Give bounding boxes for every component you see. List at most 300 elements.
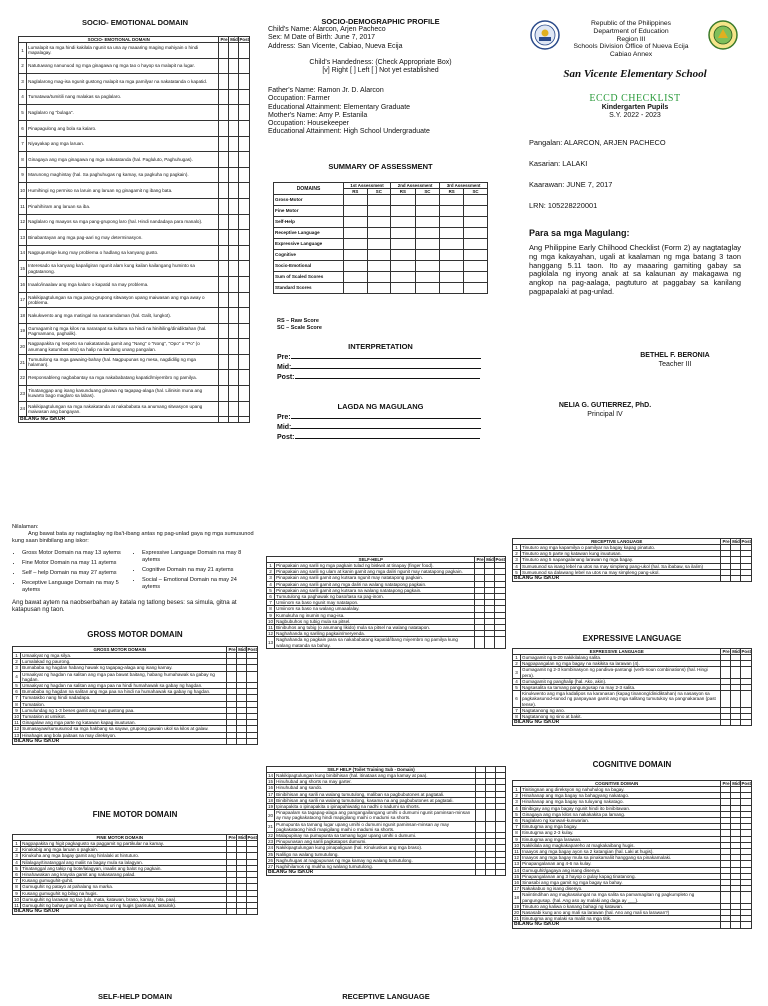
item-number: 4: [13, 671, 21, 682]
item-number: 10: [514, 842, 520, 848]
score-cell-post[interactable]: [239, 214, 250, 230]
item-text: Malapupinay na pumupunta sa tamang lugar upang umihi o dumumi.: [275, 833, 476, 839]
teacher-signature: [600, 352, 750, 369]
score-cell-post[interactable]: [239, 198, 250, 214]
table-row: [13, 671, 258, 682]
col-pre: Pre: [228, 835, 236, 840]
item-number: 7: [513, 824, 521, 830]
total-cell[interactable]: [721, 922, 731, 928]
total-cell[interactable]: [741, 922, 752, 928]
table-row: [19, 323, 250, 339]
summary-score-cell[interactable]: [440, 206, 464, 217]
summary-score-cell[interactable]: [344, 272, 368, 283]
score-cell-post[interactable]: [247, 671, 258, 682]
score-cell-pre[interactable]: [219, 136, 229, 152]
summary-score-cell[interactable]: [415, 239, 440, 250]
item-number: 15: [19, 261, 27, 277]
domains-header: DOMAINS: [274, 183, 344, 195]
summary-score-cell[interactable]: [464, 272, 488, 283]
score-cell-mid[interactable]: [229, 245, 239, 261]
item-text: Gumuguhit/gagaya ang isang disenyo.: [521, 867, 721, 873]
summary-score-cell[interactable]: [391, 195, 416, 206]
item-number: 11: [14, 720, 19, 726]
fine-motor-rows: [13, 841, 258, 915]
score-cell-mid[interactable]: [229, 120, 239, 136]
item-number: 8: [19, 152, 27, 168]
summary-score-cell[interactable]: [344, 217, 368, 228]
summary-score-cell[interactable]: [367, 272, 391, 283]
score-cell-mid[interactable]: [229, 74, 239, 90]
total-cell[interactable]: [227, 738, 237, 744]
score-cell-post[interactable]: [239, 74, 250, 90]
score-cell-mid[interactable]: [229, 105, 239, 121]
score-cell-post[interactable]: [496, 821, 506, 832]
score-cell-mid[interactable]: [486, 810, 496, 821]
summary-score-cell[interactable]: [415, 283, 440, 294]
item-number: 8: [13, 884, 21, 890]
score-cell-mid[interactable]: [229, 323, 239, 339]
score-cell-pre[interactable]: [219, 214, 229, 230]
item-text: Umiinom sa baso na walang umaaalalay.: [275, 606, 475, 612]
score-cell-pre[interactable]: [219, 89, 229, 105]
summary-row: [274, 228, 488, 239]
summary-score-cell[interactable]: [464, 206, 488, 217]
score-cell-pre[interactable]: [219, 43, 229, 59]
item-text: Umaakyat ng hagdan na salitan ang mga paa na hindi humahawak sa gabay ng hagdan.: [21, 683, 227, 689]
score-cell-mid[interactable]: [237, 671, 247, 682]
score-cell-post[interactable]: [239, 261, 250, 277]
score-cell-pre[interactable]: [219, 152, 229, 168]
summary-score-cell[interactable]: [344, 206, 368, 217]
total-cell[interactable]: [731, 922, 741, 928]
score-cell-mid[interactable]: [229, 230, 239, 246]
summary-score-cell[interactable]: [415, 195, 440, 206]
interpretation-block: [277, 353, 481, 383]
score-cell-post[interactable]: [741, 892, 752, 903]
interp-mid-line: [291, 368, 481, 369]
legend-sc: SC – Scale Score: [277, 325, 322, 331]
socio-emotional-rows: [19, 43, 250, 423]
summary-score-cell[interactable]: [367, 250, 391, 261]
score-cell-post[interactable]: [239, 401, 250, 417]
score-cell-mid[interactable]: [229, 401, 239, 417]
summary-score-cell[interactable]: [391, 217, 416, 228]
score-cell-mid[interactable]: [229, 198, 239, 214]
item-number: 1: [513, 545, 521, 551]
summary-score-cell[interactable]: [367, 283, 391, 294]
score-cell-mid[interactable]: [229, 58, 239, 74]
score-cell-pre[interactable]: [476, 821, 486, 832]
score-cell-mid[interactable]: [229, 276, 239, 292]
score-cell-pre[interactable]: [721, 667, 731, 678]
score-cell-pre[interactable]: [219, 105, 229, 121]
item-number: 6: [19, 120, 27, 136]
score-cell-pre[interactable]: [219, 276, 229, 292]
summary-score-cell[interactable]: [367, 228, 391, 239]
score-cell-pre[interactable]: [475, 637, 485, 648]
score-cell-post[interactable]: [239, 136, 250, 152]
item-number: 20: [267, 810, 275, 821]
summary-score-cell[interactable]: [344, 261, 368, 272]
score-cell-pre[interactable]: [721, 691, 731, 708]
score-cell-pre[interactable]: [721, 892, 731, 903]
score-cell-post[interactable]: [239, 167, 250, 183]
score-cell-pre[interactable]: [219, 354, 229, 370]
score-cell-pre[interactable]: [219, 292, 229, 308]
score-cell-pre[interactable]: [219, 198, 229, 214]
total-cell[interactable]: [731, 576, 741, 582]
summary-score-cell[interactable]: [464, 228, 488, 239]
table-header: EXPRESSIVE LANGUAGE: [513, 649, 721, 655]
item-text: Tumatalon at umiikot.: [21, 714, 227, 720]
summary-score-cell[interactable]: [344, 250, 368, 261]
score-cell-pre[interactable]: [219, 401, 229, 417]
list-item: • Gross Motor Domain na may 13 aytems: [22, 550, 132, 557]
item-number: 8: [13, 701, 21, 707]
summary-score-cell[interactable]: [440, 217, 464, 228]
cognitive-title: COGNITIVE DOMAIN: [592, 760, 672, 769]
total-cell[interactable]: [721, 576, 731, 582]
summary-score-cell[interactable]: [464, 217, 488, 228]
col-mid: Mid: [732, 539, 740, 544]
item-text: Sumusunod sa isang lebel na utos na may simpleng pang-ukol (hal. Sa ibabaw, sa ilalim): [521, 563, 721, 569]
item-text: Binibihisan ang sarili na walang tumutulong, kasama na ang pagbubutones at pagtatali.: [275, 797, 476, 803]
score-cell-post[interactable]: [239, 323, 250, 339]
summary-domain: Self-Help: [274, 217, 344, 228]
col-pre: Pre: [722, 781, 730, 786]
total-cell[interactable]: [721, 720, 731, 726]
father-name: Father's Name: Ramon Jr. D. Alarcon: [268, 87, 384, 95]
mother-occupation: Occupation: Housekeeper: [268, 120, 349, 128]
item-text: Naiintindihan ang magkasalungat na mga salita sa pamamagitan ng pagkumpleto ng pangungusap. (hal. Ang aso ay malaki ang daga ay ___).: [521, 892, 721, 903]
total-cell[interactable]: [247, 909, 258, 915]
fine-motor-table-wrap: [12, 834, 258, 915]
score-cell-mid[interactable]: [229, 292, 239, 308]
score-cell-mid[interactable]: [229, 261, 239, 277]
total-cell[interactable]: [731, 720, 741, 726]
score-cell-pre[interactable]: [219, 386, 229, 402]
score-cell-pre[interactable]: [219, 58, 229, 74]
item-text: Nakukwento ang mga matingal na nararamdaman (hal. Galit, lungkot).: [27, 308, 219, 324]
score-cell-mid[interactable]: [229, 354, 239, 370]
list-item: • Fine Motor Domain na may 11 aytems: [22, 560, 132, 567]
summary-row: [274, 261, 488, 272]
summary-score-cell[interactable]: [391, 261, 416, 272]
summary-score-cell[interactable]: [367, 239, 391, 250]
summary-score-cell[interactable]: [367, 217, 391, 228]
score-cell-post[interactable]: [239, 245, 250, 261]
item-number: 7: [513, 707, 521, 713]
total-cell[interactable]: [247, 738, 258, 744]
score-cell-pre[interactable]: [219, 230, 229, 246]
total-label: BILANG NG ISKOR: [513, 576, 721, 582]
item-text: Kusang gumuguhit ng bilog na hugis.: [21, 890, 227, 896]
table-row: [19, 58, 250, 74]
summary-subcol: SC: [464, 189, 488, 195]
summary-score-cell[interactable]: [464, 239, 488, 250]
summary-score-cell[interactable]: [415, 250, 440, 261]
summary-domain: Socio-Emotional: [274, 261, 344, 272]
item-text: Binibuhos ang tubig (o anumang likido) mula sa pitsel na walang natatapon.: [275, 625, 475, 631]
summary-score-cell[interactable]: [415, 272, 440, 283]
score-cell-mid[interactable]: [485, 637, 495, 648]
score-cell-post[interactable]: [495, 637, 506, 648]
score-cell-pre[interactable]: [227, 671, 237, 682]
score-cell-mid[interactable]: [229, 136, 239, 152]
sign-post-line: [295, 438, 480, 439]
item-text: Niyayakap ang mga laruan.: [27, 136, 219, 152]
summary-row: [274, 250, 488, 261]
item-number: 23: [19, 386, 27, 402]
item-number: 11: [14, 903, 19, 909]
item-number: 4: [513, 563, 521, 569]
summary-score-cell[interactable]: [415, 261, 440, 272]
score-cell-post[interactable]: [741, 691, 752, 708]
total-cell[interactable]: [741, 720, 752, 726]
summary-score-cell[interactable]: [464, 195, 488, 206]
col-pre: Pre: [220, 37, 228, 42]
table-row: [19, 245, 250, 261]
summary-score-cell[interactable]: [464, 250, 488, 261]
score-cell-post[interactable]: [239, 43, 250, 59]
nilalaman-list-left: [12, 550, 132, 596]
interp-post-line: [295, 378, 480, 379]
item-text: Humihingi ng permiso na laruin ang laruan ng ginagamit ng ibang bata.: [27, 183, 219, 199]
item-number: 4: [513, 678, 521, 684]
score-cell-mid[interactable]: [229, 386, 239, 402]
item-number: 10: [19, 183, 27, 199]
item-text: Hinahanap ang mga bagay na tuluyang nakatago.: [521, 799, 721, 805]
score-cell-post[interactable]: [496, 810, 506, 821]
nilalaman-intro: Ang bawat bata ay nagtataglay ng iba't-ibang antas ng pag-unlad gaya ng mga sumusunod kung saan binibilang ang iskor:: [12, 530, 254, 544]
summary-score-cell[interactable]: [391, 283, 416, 294]
interpretation-title: INTERPRETATION: [348, 342, 413, 351]
item-number: 12: [268, 631, 274, 637]
score-cell-mid[interactable]: [229, 183, 239, 199]
summary-score-cell[interactable]: [415, 228, 440, 239]
summary-score-cell[interactable]: [440, 283, 464, 294]
interp-pre-label: Pre:: [277, 354, 291, 361]
total-label: BILANG NG ISKOR: [13, 909, 227, 915]
score-cell-mid[interactable]: [229, 308, 239, 324]
item-number: 3: [513, 557, 521, 563]
summary-score-cell[interactable]: [391, 239, 416, 250]
item-number: 13: [267, 637, 275, 648]
total-cell[interactable]: [229, 417, 239, 423]
score-cell-pre[interactable]: [219, 74, 229, 90]
score-cell-post[interactable]: [239, 58, 250, 74]
item-number: 2: [513, 661, 521, 667]
item-text: Binabantayan ang mga pag-aari ng may determinasyon.: [27, 230, 219, 246]
summary-score-cell[interactable]: [391, 250, 416, 261]
score-cell-mid[interactable]: [731, 667, 741, 678]
item-text: Ipinapakita o ipinapakita o ipinapahiwatig na nadhi o nadumi sa shorts.: [275, 804, 476, 810]
score-cell-post[interactable]: [239, 120, 250, 136]
score-cell-post[interactable]: [239, 354, 250, 370]
table-row: [19, 136, 250, 152]
score-cell-pre[interactable]: [219, 120, 229, 136]
score-cell-mid[interactable]: [731, 691, 741, 708]
item-number: 14: [19, 245, 27, 261]
division: Schools Division Office of Nueva Ecija: [573, 43, 689, 51]
self-help-rows: [267, 563, 506, 649]
score-cell-post[interactable]: [239, 386, 250, 402]
item-number: 11: [514, 849, 519, 855]
score-cell-pre[interactable]: [219, 323, 229, 339]
summary-score-cell[interactable]: [464, 261, 488, 272]
total-cell[interactable]: [237, 909, 247, 915]
score-cell-mid[interactable]: [229, 370, 239, 386]
score-cell-pre[interactable]: [219, 183, 229, 199]
summary-score-cell[interactable]: [391, 228, 416, 239]
item-text: Sinasabi ang mga gamit ng mga bagay sa bahay.: [521, 880, 721, 886]
item-text: Pinapakain ang sarili gamit ang kutsara na walang natatapong pagkain.: [275, 587, 475, 593]
item-text: Umaakyat ng hagdan na salitan ang mga paa bawat baitang, habang humahawak sa gabay ng hagdan.: [21, 671, 227, 682]
summary-score-cell[interactable]: [391, 206, 416, 217]
col-post: Post: [495, 557, 505, 562]
score-cell-mid[interactable]: [229, 89, 239, 105]
total-cell[interactable]: [237, 738, 247, 744]
item-text: Pinapagulong ang bola sa kalaro.: [27, 120, 219, 136]
handedness-options: [v] Right [ ] Left [ ] Not yet established: [322, 67, 439, 75]
score-cell-mid[interactable]: [229, 43, 239, 59]
score-cell-pre[interactable]: [476, 810, 486, 821]
item-text: Naglalaro ng "bulaga".: [27, 105, 219, 121]
item-text: Inaayos ang mga bagay mula sa pinakamaliit hanggang sa pinakamalaki.: [521, 855, 721, 861]
summary-subcol: RS: [391, 189, 416, 195]
table-row: [267, 637, 506, 648]
summary-score-cell[interactable]: [344, 228, 368, 239]
table-row: [19, 308, 250, 324]
item-text: Hinahawakan ang krayola gamit ang nakasarang palad.: [21, 872, 227, 878]
col-post: Post: [247, 647, 257, 652]
item-text: Itinutugma ang malaki sa maliit na mga titik.: [521, 916, 721, 922]
summary-score-cell[interactable]: [415, 217, 440, 228]
item-text: Nagsasalita sa tamang pangungusap na may 2-3 salita.: [521, 685, 721, 691]
item-number: 1: [267, 563, 275, 569]
region: Region III: [616, 35, 646, 43]
score-cell-pre[interactable]: [219, 167, 229, 183]
score-cell-pre[interactable]: [219, 245, 229, 261]
item-number: 2: [13, 659, 21, 665]
total-cell[interactable]: [741, 576, 752, 582]
summary-score-cell[interactable]: [367, 206, 391, 217]
item-text: Pinapakain ang sarili gamit ang mga daliri na walang natatapong pagkain.: [275, 581, 475, 587]
item-text: Tumutulong sa mga gawaing-bahay (hal. Nagpupunas ng mesa, nagdidilig ng mga halaman).: [27, 354, 219, 370]
table-row: [19, 183, 250, 199]
gross-motor-table-wrap: [12, 646, 258, 745]
score-cell-pre[interactable]: [219, 370, 229, 386]
item-text: Ginagalaw ang mga parte ng katawan kapag inuutusan.: [21, 720, 227, 726]
total-cell[interactable]: [227, 909, 237, 915]
score-cell-post[interactable]: [741, 667, 752, 678]
checklist-title: ECCD CHECKLIST: [589, 93, 681, 104]
item-number: 6: [513, 691, 521, 708]
item-number: 10: [14, 896, 20, 902]
item-number: 14: [514, 867, 520, 873]
score-cell-pre[interactable]: [219, 261, 229, 277]
summary-row: [274, 272, 488, 283]
principal-signature: [530, 402, 680, 419]
item-number: 7: [13, 878, 21, 884]
item-number: 4: [513, 805, 521, 811]
summary-score-cell[interactable]: [344, 195, 368, 206]
interp-pre-line: [291, 358, 481, 359]
item-text: Itinutugma ang mga larawan.: [521, 836, 721, 842]
summary-score-cell[interactable]: [367, 261, 391, 272]
score-cell-post[interactable]: [239, 89, 250, 105]
summary-score-cell[interactable]: [464, 283, 488, 294]
score-cell-post[interactable]: [239, 292, 250, 308]
table-row: [19, 198, 250, 214]
item-text: Nakikilala ang magkakapareho at magkakaibang hugis.: [521, 842, 721, 848]
score-cell-mid[interactable]: [229, 214, 239, 230]
item-number: 4: [267, 581, 275, 587]
total-cell[interactable]: [486, 870, 496, 876]
self-help-table-wrap: [266, 556, 506, 649]
score-cell-post[interactable]: [239, 370, 250, 386]
item-number: 22: [19, 370, 27, 386]
summary-score-cell[interactable]: [440, 250, 464, 261]
item-text: Nakikipagtulungan kung binibihisan (hal. itinataas ang mga kamay at paa).: [275, 773, 476, 779]
summary-score-cell[interactable]: [344, 283, 368, 294]
score-cell-post[interactable]: [239, 230, 250, 246]
score-cell-post[interactable]: [239, 183, 250, 199]
item-number: 1: [19, 43, 27, 59]
score-cell-pre[interactable]: [219, 308, 229, 324]
item-text: Nagpapakita ng higit pagkagusto sa paggamit ng partikular na kamay.: [21, 841, 227, 847]
summary-score-cell[interactable]: [440, 272, 464, 283]
score-cell-pre[interactable]: [219, 339, 229, 355]
item-number: 26: [268, 857, 274, 863]
item-text: Tumatalon.: [21, 701, 227, 707]
total-cell[interactable]: [476, 870, 486, 876]
table-row: [19, 230, 250, 246]
summary-score-cell[interactable]: [440, 195, 464, 206]
total-row: [13, 909, 258, 915]
total-cell[interactable]: [219, 417, 229, 423]
summary-score-cell[interactable]: [440, 228, 464, 239]
summary-score-cell[interactable]: [367, 195, 391, 206]
total-cell[interactable]: [496, 870, 506, 876]
summary-score-cell[interactable]: [391, 272, 416, 283]
item-number: 2: [513, 793, 521, 799]
summary-score-cell[interactable]: [344, 239, 368, 250]
score-cell-mid[interactable]: [229, 339, 239, 355]
summary-score-cell[interactable]: [415, 206, 440, 217]
score-cell-post[interactable]: [239, 276, 250, 292]
score-cell-post[interactable]: [239, 339, 250, 355]
score-cell-mid[interactable]: [486, 821, 496, 832]
table-header: SOCIO- EMOTIONAL DOMAIN: [19, 37, 219, 43]
item-text: Naghahanda ng sariling pagkain/meryenda.: [275, 631, 475, 637]
total-cell[interactable]: [239, 417, 250, 423]
score-cell-post[interactable]: [239, 152, 250, 168]
score-cell-mid[interactable]: [229, 167, 239, 183]
score-cell-mid[interactable]: [229, 152, 239, 168]
summary-score-cell[interactable]: [440, 239, 464, 250]
score-cell-post[interactable]: [239, 308, 250, 324]
score-cell-post[interactable]: [239, 105, 250, 121]
table-row: [19, 89, 250, 105]
item-text: Pinapakain ang sarili ng mga pagkain tulad ng biskwit at tinapay (finger food).: [275, 563, 475, 569]
score-cell-mid[interactable]: [731, 892, 741, 903]
item-number: 11: [268, 625, 273, 631]
receptive-rows: [513, 545, 752, 582]
col-mid: Mid: [732, 649, 740, 654]
summary-score-cell[interactable]: [440, 261, 464, 272]
item-number: 27: [268, 864, 274, 870]
